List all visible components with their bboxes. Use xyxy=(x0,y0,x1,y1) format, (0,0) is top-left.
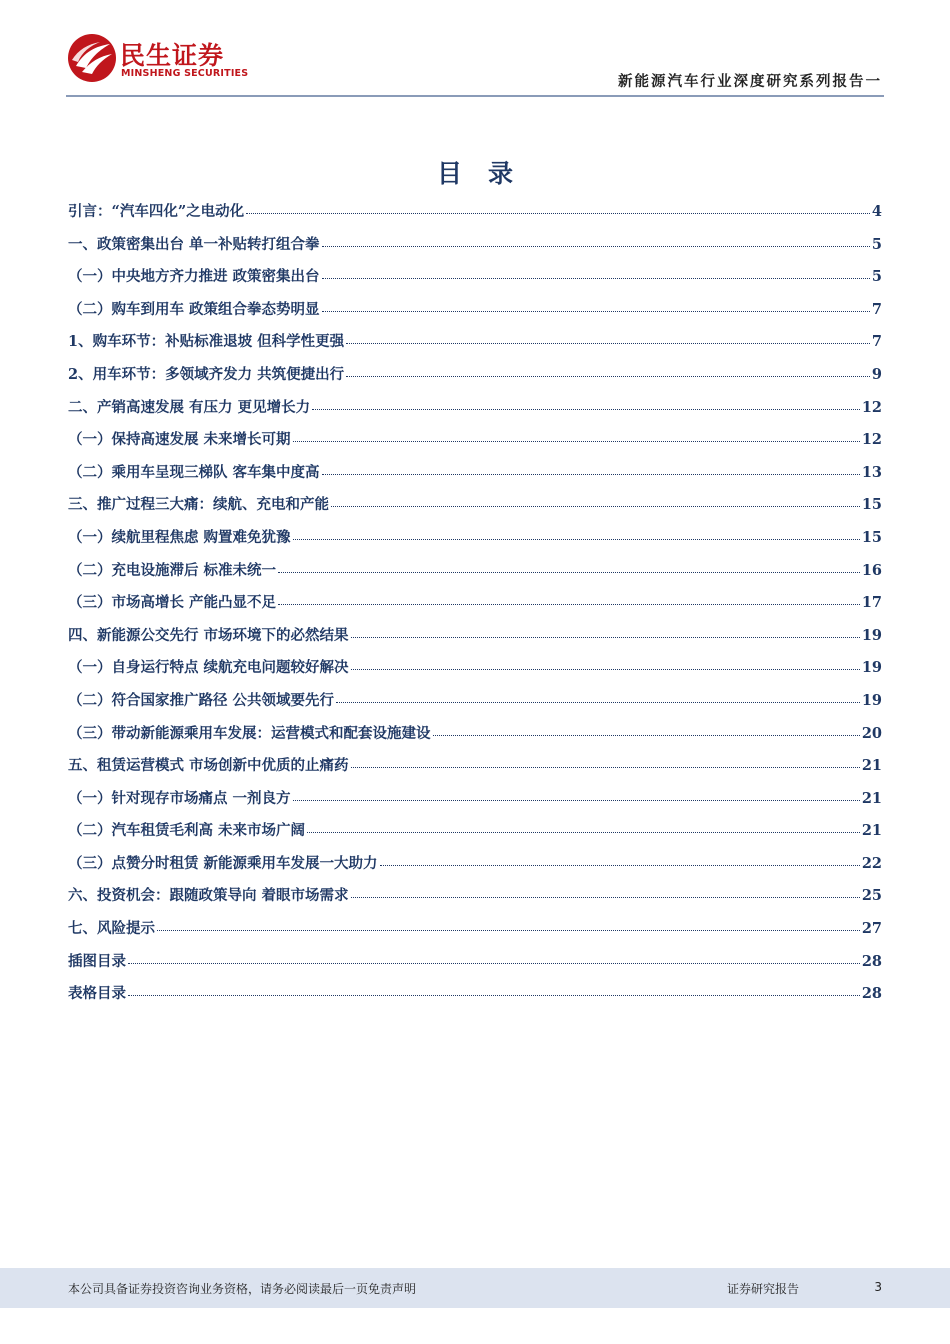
toc-dot-leader xyxy=(312,408,860,410)
toc-entry-page[interactable]: 20 xyxy=(861,724,882,742)
toc-entry-text[interactable]: （二）汽车租赁毛利高 未来市场广阔 xyxy=(68,822,306,840)
toc-dot-leader xyxy=(351,766,860,768)
page-footer xyxy=(0,1268,950,1308)
toc-entry-page[interactable]: 19 xyxy=(861,659,882,677)
toc-entry-page[interactable]: 17 xyxy=(861,594,882,612)
toc-entry-page[interactable]: 12 xyxy=(861,431,882,449)
toc-entry-text[interactable]: 引言：“汽车四化”之电动化 xyxy=(68,203,245,220)
toc-entry[interactable] xyxy=(68,559,882,592)
toc-entry[interactable] xyxy=(68,298,882,331)
toc-entry-page[interactable]: 28 xyxy=(861,985,882,1003)
toc-entry-page[interactable]: 12 xyxy=(861,398,882,416)
logo-english-name: MINSHENG SECURITIES xyxy=(121,68,249,79)
toc-entry-text[interactable]: （二）符合国家推广路径 公共领域要先行 xyxy=(68,691,335,709)
toc-entry-page[interactable]: 9 xyxy=(871,365,882,383)
toc-entry[interactable] xyxy=(68,428,882,461)
toc-dot-leader xyxy=(331,505,860,507)
toc-dot-leader xyxy=(278,571,860,573)
toc-dot-leader xyxy=(293,440,860,442)
toc-entry[interactable] xyxy=(68,493,882,526)
toc-entry-text[interactable]: （一）续航里程焦虑 购置难免犹豫 xyxy=(68,528,291,546)
toc-entry-page[interactable]: 5 xyxy=(871,268,882,286)
toc-entry-text[interactable]: 四、新能源公交先行 市场环境下的必然结果 xyxy=(68,626,349,644)
toc-dot-leader xyxy=(307,831,860,833)
toc-entry-text[interactable]: （二）充电设施滞后 标准未统一 xyxy=(68,561,277,579)
toc-entry[interactable] xyxy=(68,754,882,787)
toc-entry-text[interactable]: 三、推广过程三大痛：续航、充电和产能 xyxy=(68,496,329,514)
toc-entry[interactable] xyxy=(68,233,882,266)
minsheng-logo xyxy=(66,30,266,90)
toc-entry-text[interactable]: 表格目录 xyxy=(68,985,126,1003)
toc-entry[interactable] xyxy=(68,461,882,494)
toc-entry-text[interactable]: （二）购车到用车 政策组合拳态势明显 xyxy=(68,300,320,318)
toc-entry[interactable] xyxy=(68,396,882,429)
toc-entry[interactable] xyxy=(68,982,882,1015)
toc-dot-leader xyxy=(346,342,870,344)
toc-entry[interactable] xyxy=(68,722,882,755)
toc-entry-text[interactable]: 七、风险提示 xyxy=(68,920,155,938)
toc-dot-leader xyxy=(322,277,870,279)
report-series-title: 新能源汽车行业深度研究系列报告一 xyxy=(618,73,882,90)
toc-entry-text[interactable]: 五、租赁运营模式 市场创新中优质的止痛药 xyxy=(68,757,349,775)
toc-dot-leader xyxy=(278,603,860,605)
footer-page-number: 3 xyxy=(874,1280,882,1294)
toc-entry-page[interactable]: 21 xyxy=(861,789,882,807)
table-of-contents xyxy=(68,200,882,1015)
toc-entry-text[interactable]: （一）中央地方齐力推进 政策密集出台 xyxy=(68,268,320,286)
toc-entry-page[interactable]: 25 xyxy=(861,887,882,905)
toc-entry[interactable] xyxy=(68,787,882,820)
toc-entry[interactable] xyxy=(68,265,882,298)
toc-entry-page[interactable]: 13 xyxy=(861,463,882,481)
toc-entry-text[interactable]: 2、用车环节：多领域齐发力 共筑便捷出行 xyxy=(68,365,345,383)
toc-entry[interactable] xyxy=(68,819,882,852)
toc-entry-page[interactable]: 7 xyxy=(871,300,882,318)
logo-chinese-name: 民生证券 xyxy=(120,41,225,70)
toc-entry-text[interactable]: 六、投资机会：跟随政策导向 着眼市场需求 xyxy=(68,887,349,905)
footer-disclaimer: 本公司具备证券投资咨询业务资格，请务必阅读最后一页免责声明 xyxy=(68,1282,417,1296)
toc-entry-text[interactable]: （三）市场高增长 产能凸显不足 xyxy=(68,594,277,612)
toc-entry[interactable] xyxy=(68,689,882,722)
toc-entry-page[interactable]: 19 xyxy=(861,691,882,709)
toc-dot-leader xyxy=(322,310,870,312)
toc-entry-page[interactable]: 16 xyxy=(861,561,882,579)
toc-dot-leader xyxy=(346,375,870,377)
page-header xyxy=(0,0,950,100)
toc-dot-leader xyxy=(293,538,860,540)
footer-document-type: 证券研究报告 xyxy=(727,1282,800,1296)
toc-dot-leader xyxy=(293,799,860,801)
toc-entry-page[interactable]: 21 xyxy=(861,822,882,840)
toc-dot-leader xyxy=(157,929,860,931)
toc-dot-leader xyxy=(351,896,860,898)
toc-entry[interactable] xyxy=(68,363,882,396)
toc-entry[interactable] xyxy=(68,200,882,233)
toc-entry-text[interactable]: 插图目录 xyxy=(68,952,126,970)
toc-dot-leader xyxy=(351,636,860,638)
toc-entry[interactable] xyxy=(68,656,882,689)
toc-entry-page[interactable]: 5 xyxy=(871,235,882,253)
toc-entry[interactable] xyxy=(68,624,882,657)
toc-dot-leader xyxy=(128,962,860,964)
toc-entry[interactable] xyxy=(68,950,882,983)
toc-entry-page[interactable]: 19 xyxy=(861,626,882,644)
header-divider xyxy=(66,95,884,97)
toc-entry-page[interactable]: 22 xyxy=(861,854,882,872)
toc-entry[interactable] xyxy=(68,884,882,917)
toc-entry[interactable] xyxy=(68,526,882,559)
toc-dot-leader xyxy=(380,864,860,866)
toc-entry-text[interactable]: （一）针对现存市场痛点 一剂良方 xyxy=(68,789,291,807)
toc-entry[interactable] xyxy=(68,591,882,624)
toc-entry-text[interactable]: （二）乘用车呈现三梯队 客车集中度高 xyxy=(68,463,320,481)
toc-entry-text[interactable]: 二、产销高速发展 有压力 更见增长力 xyxy=(68,398,311,416)
toc-entry-page[interactable]: 21 xyxy=(861,757,882,775)
toc-dot-leader xyxy=(128,994,860,996)
toc-entry-page[interactable]: 7 xyxy=(871,333,882,351)
toc-entry-text[interactable]: （三）带动新能源乘用车发展：运营模式和配套设施建设 xyxy=(68,724,431,742)
toc-entry[interactable] xyxy=(68,917,882,950)
toc-dot-leader xyxy=(351,668,860,670)
toc-dot-leader xyxy=(322,473,860,475)
toc-dot-leader xyxy=(336,701,860,703)
toc-entry-text[interactable]: 一、政策密集出台 单一补贴转打组合拳 xyxy=(68,235,320,253)
toc-dot-leader xyxy=(322,245,870,247)
toc-entry-page[interactable]: 27 xyxy=(861,920,882,938)
toc-entry-page[interactable]: 4 xyxy=(871,203,882,220)
toc-dot-leader xyxy=(433,734,860,736)
minsheng-logo-icon xyxy=(66,32,118,84)
toc-entry-page[interactable]: 15 xyxy=(861,528,882,546)
toc-dot-leader xyxy=(246,212,870,214)
toc-entry-page[interactable]: 15 xyxy=(861,496,882,514)
toc-entry-text[interactable]: （三）点赞分时租赁 新能源乘用车发展一大助力 xyxy=(68,854,378,872)
toc-entry-page[interactable]: 28 xyxy=(861,952,882,970)
toc-entry-text[interactable]: （一）自身运行特点 续航充电问题较好解决 xyxy=(68,659,349,677)
toc-entry[interactable] xyxy=(68,852,882,885)
toc-entry-text[interactable]: （一）保持高速发展 未来增长可期 xyxy=(68,431,291,449)
toc-entry-text[interactable]: 1、购车环节：补贴标准退坡 但科学性更强 xyxy=(68,333,345,351)
toc-entry[interactable] xyxy=(68,330,882,363)
toc-title: 目录 xyxy=(436,159,539,188)
